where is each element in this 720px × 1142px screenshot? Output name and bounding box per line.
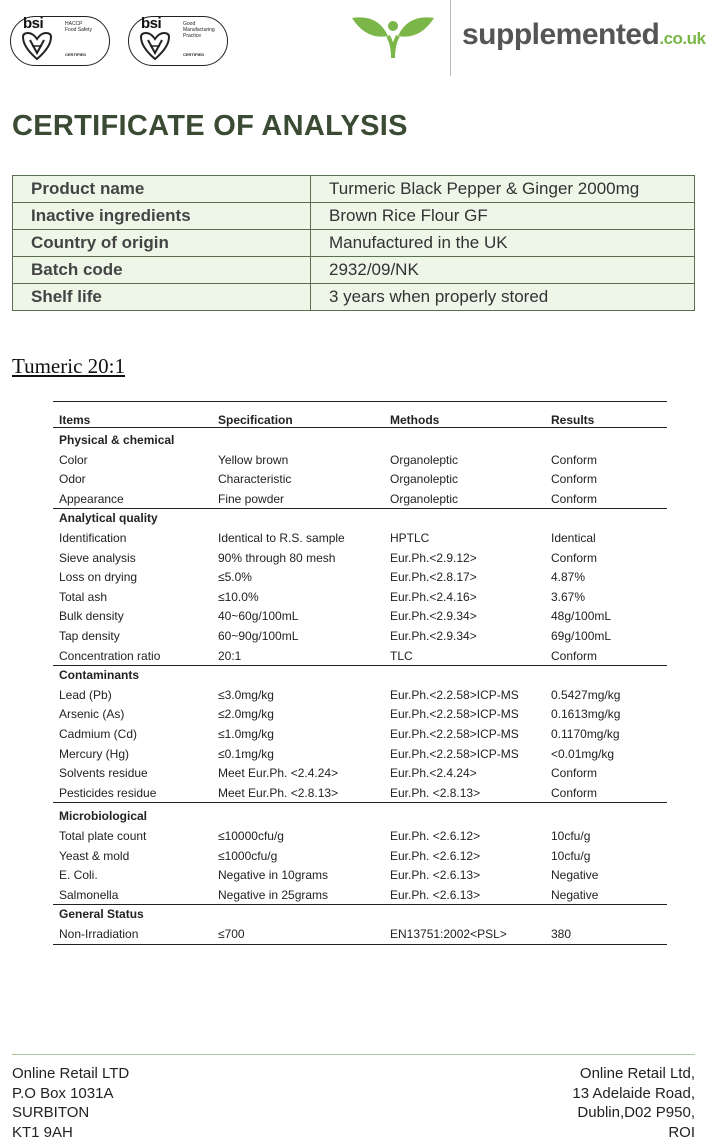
spec-cell: ≤5.0%	[218, 570, 252, 585]
section-title: Microbiological	[59, 809, 148, 824]
haccp-badge	[10, 16, 110, 66]
item-cell: Cadmium (Cd)	[59, 727, 138, 741]
spec-cell: Identical to R.S. sample	[218, 531, 345, 545]
item-cell: Identification	[59, 531, 127, 545]
badge-label: HACCP Food Safety	[65, 21, 92, 33]
spec-cell: 90% through 80 mesh	[218, 550, 336, 565]
analysis-table	[53, 401, 667, 941]
method-cell: Organoleptic	[390, 452, 459, 467]
brand-name: supplemented.co.uk	[462, 18, 706, 51]
result-cell: 0.1170mg/kg	[551, 727, 620, 741]
item-cell: Appearance	[59, 491, 124, 506]
spec-cell: 20:1	[218, 648, 242, 663]
section-title: Contaminants	[59, 668, 140, 683]
result-cell: Negative	[551, 868, 599, 883]
kitemark-icon	[19, 31, 55, 61]
method-cell: Eur.Ph. <2.8.13>	[390, 785, 481, 800]
item-cell: Total ash	[59, 589, 108, 604]
method-cell: Eur.Ph. <2.6.12>	[390, 829, 481, 843]
bsi-logo: bsi	[141, 15, 162, 32]
result-cell: Conform	[551, 452, 598, 467]
spec-cell: ≤2.0mg/kg	[218, 707, 274, 722]
table-rule	[53, 665, 667, 666]
info-row: Batch code 2932/09/NK	[13, 257, 695, 284]
result-cell: 10cfu/g	[551, 829, 591, 843]
method-cell: Eur.Ph.<2.2.58>ICP-MS	[390, 727, 519, 741]
method-cell: Eur.Ph.<2.4.24>	[390, 766, 477, 781]
item-cell: Tap density	[59, 629, 120, 643]
kitemark-icon	[137, 31, 173, 61]
item-cell: Pesticides residue	[59, 785, 157, 800]
item-cell: Arsenic (As)	[59, 707, 125, 722]
result-cell: 380	[551, 927, 572, 941]
method-cell: Eur.Ph. <2.6.12>	[390, 848, 481, 863]
result-cell: Results	[551, 413, 595, 427]
section-subtitle: Tumeric 20:1	[12, 354, 125, 378]
method-cell: Eur.Ph.<2.4.16>	[390, 589, 477, 604]
method-cell: Eur.Ph.<2.2.58>ICP-MS	[390, 707, 519, 722]
spec-cell: ≤1000cfu/g	[218, 848, 278, 863]
item-cell: Odor	[59, 472, 86, 487]
method-cell: Eur.Ph.<2.9.34>	[390, 609, 477, 624]
result-cell: 10cfu/g	[551, 848, 591, 863]
gmp-badge	[128, 16, 228, 66]
method-cell: Organoleptic	[390, 491, 459, 506]
result-cell: Conform	[551, 472, 598, 487]
method-cell: Eur.Ph.<2.2.58>ICP-MS	[390, 746, 519, 761]
item-cell: Mercury (Hg)	[59, 746, 130, 761]
method-cell: EN13751:2002<PSL>	[390, 927, 507, 941]
table-rule	[53, 944, 667, 945]
spec-cell: 60~90g/100mL	[218, 629, 299, 643]
item-cell: Non-Irradiation	[59, 927, 139, 941]
result-cell: Conform	[551, 766, 598, 781]
footer-divider	[12, 1054, 695, 1055]
spec-cell: ≤3.0mg/kg	[218, 687, 274, 702]
result-cell: Conform	[551, 785, 598, 800]
item-cell: Lead (Pb)	[59, 687, 112, 702]
badge-certified: CERTIFIED	[183, 52, 205, 57]
item-cell: Color	[59, 452, 88, 467]
spec-cell: Meet Eur.Ph. <2.4.24>	[218, 766, 339, 781]
info-row: Shelf life 3 years when properly stored	[13, 284, 695, 311]
result-cell: 0.1613mg/kg	[551, 707, 621, 722]
item-cell: Concentration ratio	[59, 648, 161, 663]
page-title: CERTIFICATE OF ANALYSIS	[12, 110, 408, 142]
table-rule	[53, 802, 667, 803]
method-cell: Eur.Ph.<2.8.17>	[390, 570, 477, 585]
spec-cell: ≤1.0mg/kg	[218, 727, 274, 741]
result-cell: Negative	[551, 887, 599, 902]
item-cell: E. Coli.	[59, 868, 98, 883]
item-cell: Loss on drying	[59, 570, 138, 585]
method-cell: Eur.Ph. <2.6.13>	[390, 868, 481, 883]
result-cell: 0.5427mg/kg	[551, 687, 621, 702]
result-cell: 3.67%	[551, 589, 586, 604]
spec-cell: Negative in 25grams	[218, 887, 329, 902]
spec-cell: ≤10.0%	[218, 589, 259, 604]
section-title: Analytical quality	[59, 511, 158, 526]
product-info-table	[12, 175, 695, 311]
result-cell: Identical	[551, 531, 596, 545]
method-cell: HPTLC	[390, 531, 430, 545]
leaf-logo-icon	[348, 14, 438, 64]
method-cell: Eur.Ph.<2.9.12>	[390, 550, 477, 565]
spec-cell: Fine powder	[218, 491, 285, 506]
method-cell: Eur.Ph.<2.2.58>ICP-MS	[390, 687, 519, 702]
item-cell: Bulk density	[59, 609, 124, 624]
badge-label: Good Manufacturing Practice	[183, 21, 215, 39]
spec-cell: Negative in 10grams	[218, 868, 329, 883]
spec-cell: ≤700	[218, 927, 245, 941]
info-row: Product name Turmeric Black Pepper & Ginger 2000mg	[13, 176, 695, 203]
item-cell: Solvents residue	[59, 766, 148, 781]
info-row: Country of origin Manufactured in the UK	[13, 230, 695, 257]
result-cell: 69g/100mL	[551, 629, 612, 643]
method-cell: Eur.Ph.<2.9.34>	[390, 629, 477, 643]
brand-divider	[450, 0, 451, 76]
method-cell: TLC	[390, 648, 413, 663]
item-cell: Items	[59, 413, 91, 427]
item-cell: Total plate count	[59, 829, 147, 843]
info-row: Inactive ingredients Brown Rice Flour GF	[13, 203, 695, 230]
result-cell: Conform	[551, 648, 598, 663]
table-rule	[53, 427, 667, 428]
table-rule	[53, 508, 667, 509]
footer-address-roi: Online Retail Ltd, 13 Adelaide Road, Dublin,D02 P950, ROI	[572, 1065, 695, 1141]
method-cell: Methods	[390, 413, 440, 427]
section-title: General Status	[59, 907, 144, 922]
item-cell: Yeast & mold	[59, 848, 130, 863]
spec-cell: Specification	[218, 413, 293, 427]
badge-certified: CERTIFIED	[65, 52, 87, 57]
method-cell: Eur.Ph. <2.6.13>	[390, 887, 481, 902]
result-cell: <0.01mg/kg	[551, 746, 615, 761]
method-cell: Organoleptic	[390, 472, 459, 487]
spec-cell: Yellow brown	[218, 452, 289, 467]
item-cell: Salmonella	[59, 887, 119, 902]
bsi-logo: bsi	[23, 15, 44, 32]
item-cell: Sieve analysis	[59, 550, 136, 565]
spec-cell: Characteristic	[218, 472, 292, 487]
spec-cell: ≤10000cfu/g	[218, 829, 284, 843]
section-title: Physical & chemical	[59, 433, 175, 447]
spec-cell: 40~60g/100mL	[218, 609, 299, 624]
footer-address-uk: Online Retail LTD P.O Box 1031A SURBITON KT1 9AH	[12, 1065, 130, 1141]
spec-cell: ≤0.1mg/kg	[218, 746, 274, 761]
result-cell: Conform	[551, 550, 598, 565]
result-cell: 48g/100mL	[551, 609, 612, 624]
result-cell: Conform	[551, 491, 598, 506]
table-rule	[53, 904, 667, 905]
result-cell: 4.87%	[551, 570, 586, 585]
spec-cell: Meet Eur.Ph. <2.8.13>	[218, 785, 339, 800]
